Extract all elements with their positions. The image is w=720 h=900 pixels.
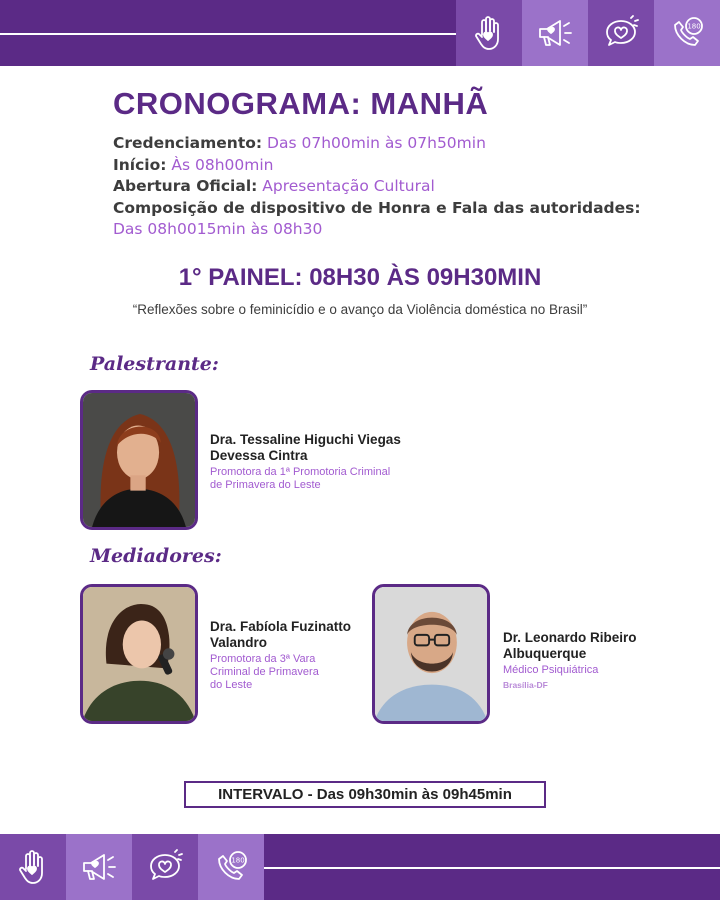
mediator-location: Brasília-DF bbox=[503, 680, 548, 690]
speaker-name-line1: Dra. Tessaline Higuchi Viegas bbox=[210, 432, 401, 447]
hand-heart-icon bbox=[456, 0, 522, 66]
interval-box: INTERVALO - Das 09h30min às 09h45min bbox=[184, 781, 546, 808]
mediator-name-line2: Albuquerque bbox=[503, 646, 587, 661]
schedule-value: Apresentação Cultural bbox=[262, 177, 435, 195]
bottom-icon-strip bbox=[0, 834, 264, 900]
chat-heart-icon bbox=[132, 834, 198, 900]
svg-text:180: 180 bbox=[231, 856, 245, 865]
phone-180-icon bbox=[654, 0, 720, 66]
schedule-item bbox=[113, 198, 673, 241]
svg-text:180: 180 bbox=[687, 22, 701, 31]
mediator-name-line1: Dr. Leonardo Ribeiro bbox=[503, 630, 637, 645]
schedule-block bbox=[113, 133, 673, 241]
mediator-card bbox=[503, 630, 703, 690]
schedule-label: Credenciamento: bbox=[113, 134, 263, 152]
panel-subtitle: “Reflexões sobre o feminicídio e o avanço da Violência doméstica no Brasil” bbox=[132, 302, 588, 317]
schedule-value: Às 08h00min bbox=[171, 155, 274, 174]
mediator-photo bbox=[80, 584, 198, 724]
schedule-item bbox=[113, 133, 673, 155]
panel-title: 1° PAINEL: 08H30 ÀS 09H30MIN bbox=[178, 264, 542, 291]
speaker-role-line2: de Primavera do Leste bbox=[210, 479, 321, 491]
schedule-label: Composição de dispositivo de Honra e Fala das autoridades: bbox=[113, 198, 641, 217]
mediator-role-line1: Promotora da 3ª Vara bbox=[210, 653, 316, 665]
mediator-card bbox=[210, 619, 370, 692]
banner-divider-line bbox=[262, 867, 720, 869]
speaker-card bbox=[210, 432, 470, 492]
speaker-name-line2: Devessa Cintra bbox=[210, 448, 308, 463]
page-title: CRONOGRAMA: MANHÃ bbox=[113, 86, 489, 121]
megaphone-icon bbox=[522, 0, 588, 66]
schedule-item bbox=[113, 176, 673, 198]
mediators-heading: Mediadores: bbox=[90, 545, 222, 567]
mediator-name-line2: Valandro bbox=[210, 635, 268, 650]
banner-divider-line bbox=[0, 33, 460, 35]
mediator-role-line3: do Leste bbox=[210, 679, 253, 691]
top-banner bbox=[0, 0, 720, 66]
bottom-banner bbox=[0, 834, 720, 900]
mediator-role-line1: Médico Psiquiátrica bbox=[503, 664, 599, 676]
schedule-label: Abertura Oficial: bbox=[113, 177, 258, 195]
schedule-label: Início: bbox=[113, 155, 167, 174]
phone-180-icon bbox=[198, 834, 264, 900]
schedule-item bbox=[113, 155, 673, 177]
mediator-role-line2: Criminal de Primavera bbox=[210, 666, 319, 678]
mediator-name-line1: Dra. Fabíola Fuzinatto bbox=[210, 619, 352, 634]
speaker-photo bbox=[80, 390, 198, 530]
hand-heart-icon bbox=[0, 834, 66, 900]
mediator-photo bbox=[372, 584, 490, 724]
top-icon-strip bbox=[456, 0, 720, 66]
speaker-role-line1: Promotora da 1ª Promotoria Criminal bbox=[210, 466, 391, 478]
schedule-value: Das 08h0015min às 08h30 bbox=[113, 220, 323, 238]
chat-heart-icon bbox=[588, 0, 654, 66]
megaphone-icon bbox=[66, 834, 132, 900]
schedule-value: Das 07h00min às 07h50min bbox=[267, 134, 486, 152]
speaker-heading: Palestrante: bbox=[90, 353, 219, 375]
